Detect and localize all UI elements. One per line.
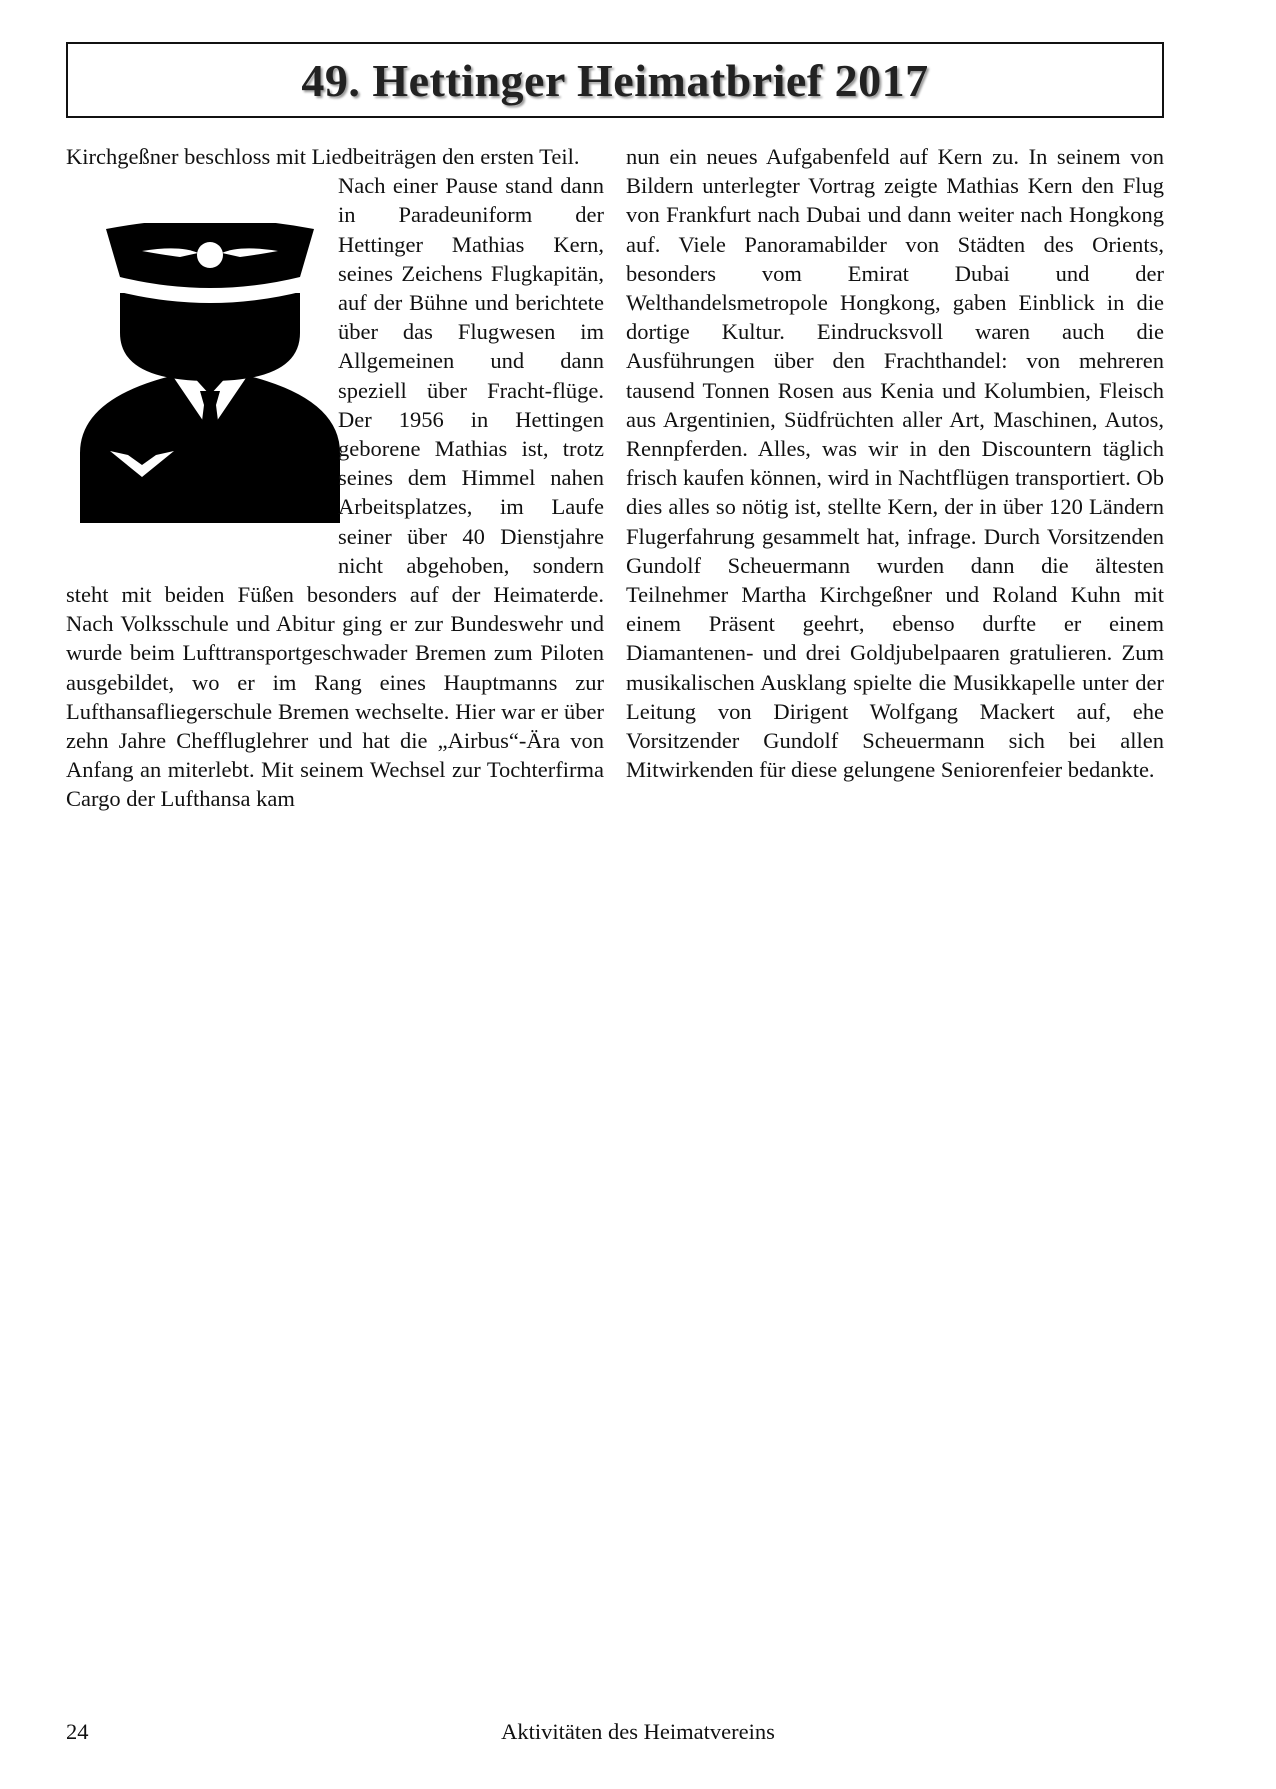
header-box [66,42,1164,118]
article-column-left [66,142,604,814]
page-number: 24 [66,1719,89,1744]
paragraph-text: Nach einer Pause stand dann in Paradeuniform der Hettinger Mathias Kern, seines Zeichens Flugkapitän, auf der Bühne und berichtete über das Flugwesen im Allgemeinen und dann speziell über Fracht-flüge. Der 1956 in Hettingen geborene Mathias ist, trotz seines dem Himmel nahen Arbeitsplatzes, im Laufe seiner über 40 Dienstjahre nicht abgehoben, sondern steht mit beiden Füßen besonders auf der Heimaterde. Nach Volksschule und Abitur ging er zur Bundeswehr und wurde beim Lufttransportgeschwader Bremen zum Piloten ausgebildet, wo er im Rang eines Hauptmanns zur Lufthansafliegerschule Bremen wechselte. Hier war er über zehn Jahre Cheffluglehrer und hat die „Airbus“-Ära von Anfang an miterlebt. Mit seinem Wechsel zur Tochterfirma Cargo der Lufthansa kam [66,173,604,812]
footer-section-title: Aktivitäten des Heimatvereins [501,1719,775,1744]
paragraph: Kirchgeßner beschloss mit Liedbeiträgen den ersten Teil. [66,144,580,169]
paragraph: nun ein neues Aufgabenfeld auf Kern zu. In seinem von Bildern unterlegter Vortrag zeigte Mathias Kern den Flug von Frankfurt nach Dubai und dann weiter nach Hongkong auf. Viele Panoramabilder von Städten des Orients, besonders vom Emirat Dubai und der Welthandelsmetropole Hongkong, gaben Einblick in die dortige Kultur. Eindrucksvoll waren auch die Ausführungen über den Frachthandel: von mehreren tausend Tonnen Rosen aus Kenia und Kolumbien, Fleisch aus Argentinien, Südfrüchten aller Art, Maschinen, Autos, Rennpferden. Alles, was wir in den Discountern täglich frisch kaufen können, wird in Nachtflügen transportiert. Ob dies alles so nötig ist, stellte Kern, der in über 120 Ländern Flugerfahrung gesammelt hat, infrage. Durch Vorsitzenden Gundolf Scheuermann wurden dann die ältesten Teilnehmer Martha Kirchgeßner und Roland Kuhn mit einem Präsent geehrt, ebenso durfte er einem Diamantenen- und drei Goldjubelpaaren gratulieren. Zum musikalischen Ausklang spielte die Musikkapelle unter der Leitung von Dirigent Wolfgang Mackert auf, ehe Vorsitzender Gundolf Scheuermann sich bei allen Mitwirkenden für diese gelungene Seniorenfeier bedankte. [626,144,1164,783]
paragraph [66,171,604,813]
article-column-right [626,142,1164,784]
illustration-spacer [66,171,338,556]
page-title: 49. Hettinger Heimatbrief 2017 [301,54,929,106]
